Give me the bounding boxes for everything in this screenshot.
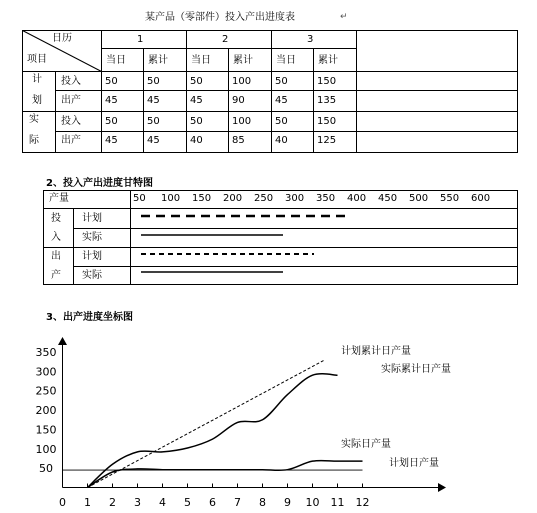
x-tick-label: 9 <box>284 496 291 509</box>
x-tick-label: 6 <box>209 496 216 509</box>
gantt-group-label: 投 <box>51 213 61 224</box>
y-tick-label: 200 <box>35 404 57 418</box>
gantt-scale-tick: 300 <box>285 193 305 204</box>
table-cell: 45 <box>275 95 288 106</box>
table-cell: 50 <box>190 76 203 87</box>
table-cell: 50 <box>190 116 203 127</box>
gantt-scale-tick: 350 <box>316 193 336 204</box>
table-cell: 90 <box>232 95 245 106</box>
table-cell: 45 <box>147 135 160 146</box>
plan-cumulative-line <box>88 360 326 488</box>
table-cell: 85 <box>232 135 245 146</box>
corner-header-item: 项目 <box>27 54 47 65</box>
day-group-2: 2 <box>222 34 229 45</box>
x-tick-label: 5 <box>184 496 191 509</box>
gantt-scale-tick: 150 <box>192 193 212 204</box>
x-tick-label: 11 <box>330 496 345 509</box>
corner-header-calendar: 日历 <box>52 33 72 44</box>
gantt-scale-tick: 100 <box>161 193 181 204</box>
row-type-label: 出产 <box>61 95 81 106</box>
x-tick-label: 4 <box>159 496 166 509</box>
x-tick-label: 1 <box>84 496 91 509</box>
y-tick-label: 100 <box>35 442 57 456</box>
gantt-scale-tick: 500 <box>409 193 429 204</box>
row-type-label: 投入 <box>61 76 81 87</box>
y-tick-label: 350 <box>35 346 57 359</box>
gantt-scale-tick: 250 <box>254 193 274 204</box>
table-cell: 100 <box>232 76 252 87</box>
table-cell: 150 <box>317 116 337 127</box>
sub-header: 当日 <box>106 55 126 66</box>
y-tick-label: 250 <box>35 384 57 398</box>
x-tick-label: 7 <box>234 496 241 509</box>
gantt-scale-tick: 600 <box>471 193 491 204</box>
sub-header: 累计 <box>148 55 168 66</box>
actual-label-1: 实 <box>29 114 39 125</box>
sub-header: 累计 <box>233 55 253 66</box>
day-group-3: 3 <box>307 34 314 45</box>
gantt-heading: 2、投入产出进度甘特图 <box>46 178 153 189</box>
title-paragraph-mark: ↵ <box>340 12 348 22</box>
gantt-group-label: 出 <box>51 251 61 262</box>
day-group-1: 1 <box>137 34 144 45</box>
plan-label-2: 划 <box>32 95 42 106</box>
gantt-corner: 产量 <box>49 193 69 204</box>
actual-daily-line <box>88 461 363 488</box>
x-tick-label: 2 <box>109 496 116 509</box>
chart-heading: 3、出产进度坐标图 <box>46 312 133 323</box>
table-cell: 45 <box>105 135 118 146</box>
table-cell: 100 <box>232 116 252 127</box>
gantt-row-label: 计划 <box>82 213 102 224</box>
table-cell: 45 <box>147 95 160 106</box>
x-tick-label: 12 <box>355 496 370 509</box>
table-cell: 50 <box>147 116 160 127</box>
gantt-group-label: 入 <box>51 232 61 243</box>
series-label-plan-cumulative: 计划累计日产量 <box>341 346 411 357</box>
x-tick-label: 3 <box>134 496 141 509</box>
gantt-group-label: 产 <box>51 270 61 281</box>
gantt-scale-tick: 50 <box>133 193 146 204</box>
x-tick-label: 0 <box>59 496 66 509</box>
table-cell: 45 <box>105 95 118 106</box>
table-cell: 45 <box>190 95 203 106</box>
x-tick-label: 10 <box>305 496 320 509</box>
sub-header: 当日 <box>276 55 296 66</box>
gantt-scale-tick: 450 <box>378 193 398 204</box>
row-type-label: 投入 <box>61 116 81 127</box>
gantt-row-label: 实际 <box>82 232 102 243</box>
series-label-plan-daily: 计划日产量 <box>389 458 439 469</box>
y-tick-label: 150 <box>35 423 57 437</box>
x-axis-arrow-icon <box>438 483 446 492</box>
table-cell: 50 <box>275 76 288 87</box>
gantt-scale-tick: 200 <box>223 193 243 204</box>
gantt-row-label: 计划 <box>82 251 102 262</box>
table-cell: 135 <box>317 95 337 106</box>
table-cell: 40 <box>275 135 288 146</box>
table-cell: 150 <box>317 76 337 87</box>
x-tick-label: 8 <box>259 496 266 509</box>
row-type-label: 出产 <box>61 135 81 146</box>
y-tick-label: 300 <box>35 365 57 379</box>
table-cell: 125 <box>317 135 337 146</box>
table-cell: 50 <box>105 116 118 127</box>
sub-header: 当日 <box>191 55 211 66</box>
gantt-scale-tick: 400 <box>347 193 367 204</box>
series-label-actual-cumulative: 实际累计日产量 <box>381 364 451 375</box>
table-cell: 40 <box>190 135 203 146</box>
y-tick-label: 50 <box>39 462 53 476</box>
gantt-scale-tick: 550 <box>440 193 460 204</box>
series-label-actual-daily: 实际日产量 <box>341 439 391 450</box>
table-cell: 50 <box>105 76 118 87</box>
sub-header: 累计 <box>318 55 338 66</box>
table-cell: 50 <box>147 76 160 87</box>
gantt-row-label: 实际 <box>82 270 102 281</box>
plan-label-1: 计 <box>32 74 42 85</box>
y-axis-arrow-icon <box>58 337 67 345</box>
table-cell: 50 <box>275 116 288 127</box>
actual-label-2: 际 <box>29 135 39 146</box>
table1-title: 某产品（零部件）投入产出进度表 <box>145 12 295 23</box>
